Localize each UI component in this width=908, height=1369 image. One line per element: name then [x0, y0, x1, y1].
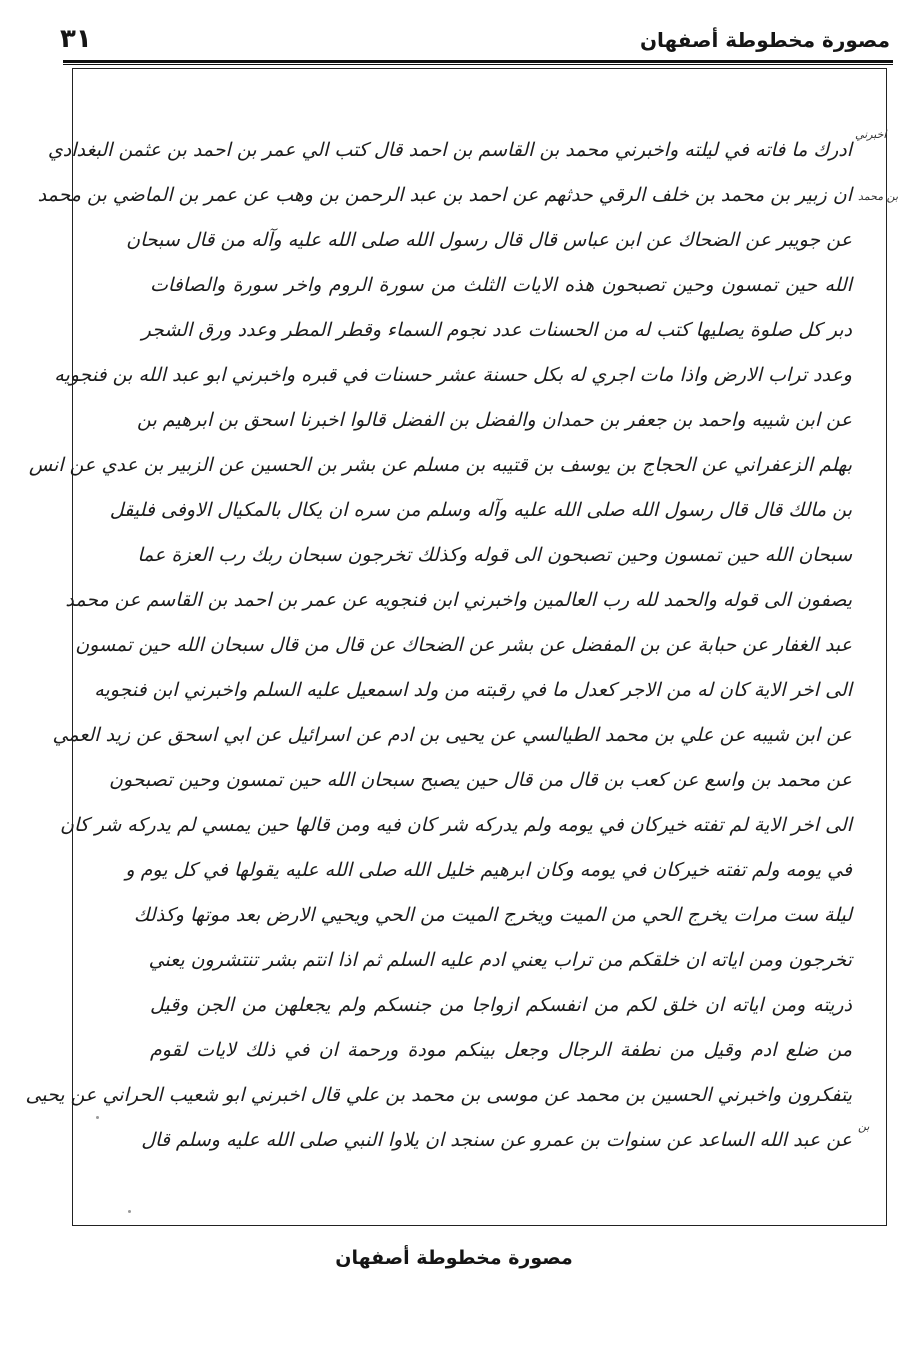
running-title: مصورة مخطوطة أصفهان	[639, 28, 890, 52]
paper-speck	[96, 1116, 99, 1119]
manuscript-line: ليلة ست مرات يخرج الحي من الميت ويخرج الميت من الحي ويحيي الارض بعد موتها وكذلك	[133, 904, 852, 926]
manuscript-line: بهلم الزعفراني عن الحجاج بن يوسف بن قتيبه بن مسلم عن بشر بن الحسين عن الزبير بن عدي عن انس	[28, 454, 852, 476]
manuscript-line: من ضلع ادم وقيل من نطفة الرجال وجعل بينكم مودة ورحمة ان في ذلك لايات لقوم	[150, 1039, 852, 1061]
manuscript-line: ان زبير بن محمد بن خلف الرقي حدثهم عن احمد بن عبد الرحمن بن وهب عن عمر بن الماضي بن محمد	[37, 184, 852, 206]
manuscript-line: دبر كل صلوة يصليها كتب له من الحسنات عدد نجوم السماء وقطر المطر وعدد ورق الشجر	[141, 319, 852, 341]
manuscript-line: ذريته ومن اياته ان خلق لكم من انفسكم ازواجا من جنسكم ولم يجعلهن من الجن وقيل	[150, 994, 852, 1016]
header-rule-thin	[63, 64, 893, 65]
manuscript-line: في يومه ولم تفته خيركان في يومه وكان ابرهيم خليل الله صلى الله عليه يقولها في كل يوم و	[125, 859, 852, 881]
manuscript-line: يتفكرون واخبرني الحسين بن محمد عن موسى بن محمد بن علي قال اخبرني ابو شعيب الحراني عن يحيى	[25, 1084, 852, 1106]
manuscript-line: يصفون الى قوله والحمد لله رب العالمين واخبرني ابن فنجويه عن عمر بن احمد بن القاسم عن محمد	[65, 589, 852, 611]
margin-note: بن محمد	[858, 190, 899, 203]
manuscript-line: عن ابن شيبه واحمد بن جعفر بن حمدان والفضل بن الفضل قالوا اخبرنا اسحق بن ابرهيم بن	[137, 409, 852, 431]
page-caption: مصورة مخطوطة أصفهان	[335, 1247, 573, 1269]
page-number: ٣١	[60, 24, 92, 54]
manuscript-line: ادرك ما فاته في ليلته واخبرني محمد بن القاسم بن احمد قال كتب الي عمر بن احمد بن عثمن البغدادي	[47, 139, 852, 161]
manuscript-line: تخرجون ومن اياته ان خلقكم من تراب يعني ادم عليه السلم ثم اذا انتم بشر تنتشرون يعني	[148, 949, 852, 971]
manuscript-line: الى اخر الاية لم تفته خيركان في يومه ولم يدركه شر كان فيه ومن قالها حين يمسي لم يدركه شر كان	[60, 814, 852, 836]
margin-note: اخبرني	[855, 128, 887, 141]
manuscript-line: عن جويبر عن الضحاك عن ابن عباس قال قال رسول الله صلى الله عليه وآله من قال سبحان	[126, 229, 852, 251]
manuscript-line: سبحان الله حين تمسون وحين تصبحون الى قوله وكذلك تخرجون سبحان ربك رب العزة عما	[137, 544, 852, 566]
margin-note: بن	[858, 1120, 870, 1133]
paper-speck	[128, 1210, 131, 1213]
manuscript-line: وعدد تراب الارض واذا مات اجري له بكل حسنة عشر حسنات في قبره واخبرني ابو عبد الله بن فنجويه	[54, 364, 852, 386]
manuscript-line: عن ابن شيبه عن علي بن محمد الطيالسي عن يحيى بن ادم عن اسرائيل عن ابي اسحق عن زيد العمي	[52, 724, 852, 746]
header-rule	[63, 60, 893, 63]
manuscript-line: عبد الغفار عن حبابة عن بن المفضل عن بشر عن الضحاك عن قال من قال سبحان الله حين تمسون	[75, 634, 852, 656]
manuscript-line: الى اخر الاية كان له من الاجر كعدل ما في رقبته من ولد اسمعيل عليه السلم واخبرني ابن فنجويه	[94, 679, 852, 701]
manuscript-line: الله حين تمسون وحين تصبحون هذه الايات الثلث من سورة الروم واخر سورة والصافات	[150, 274, 852, 296]
manuscript-line: عن عبد الله الساعد عن سنوات بن عمرو عن سنجد ان يلاوا النبي صلى الله عليه وسلم قال	[141, 1129, 852, 1151]
manuscript-text-block	[25, 128, 852, 1163]
manuscript-line: عن محمد بن واسع عن كعب بن قال من قال حين يصبح سبحان الله حين تمسون وحين تصبحون	[108, 769, 852, 791]
manuscript-line: بن مالك قال قال رسول الله صلى الله عليه وآله وسلم من سره ان يكال بالمكيال الاوفى فليقل	[109, 499, 852, 521]
